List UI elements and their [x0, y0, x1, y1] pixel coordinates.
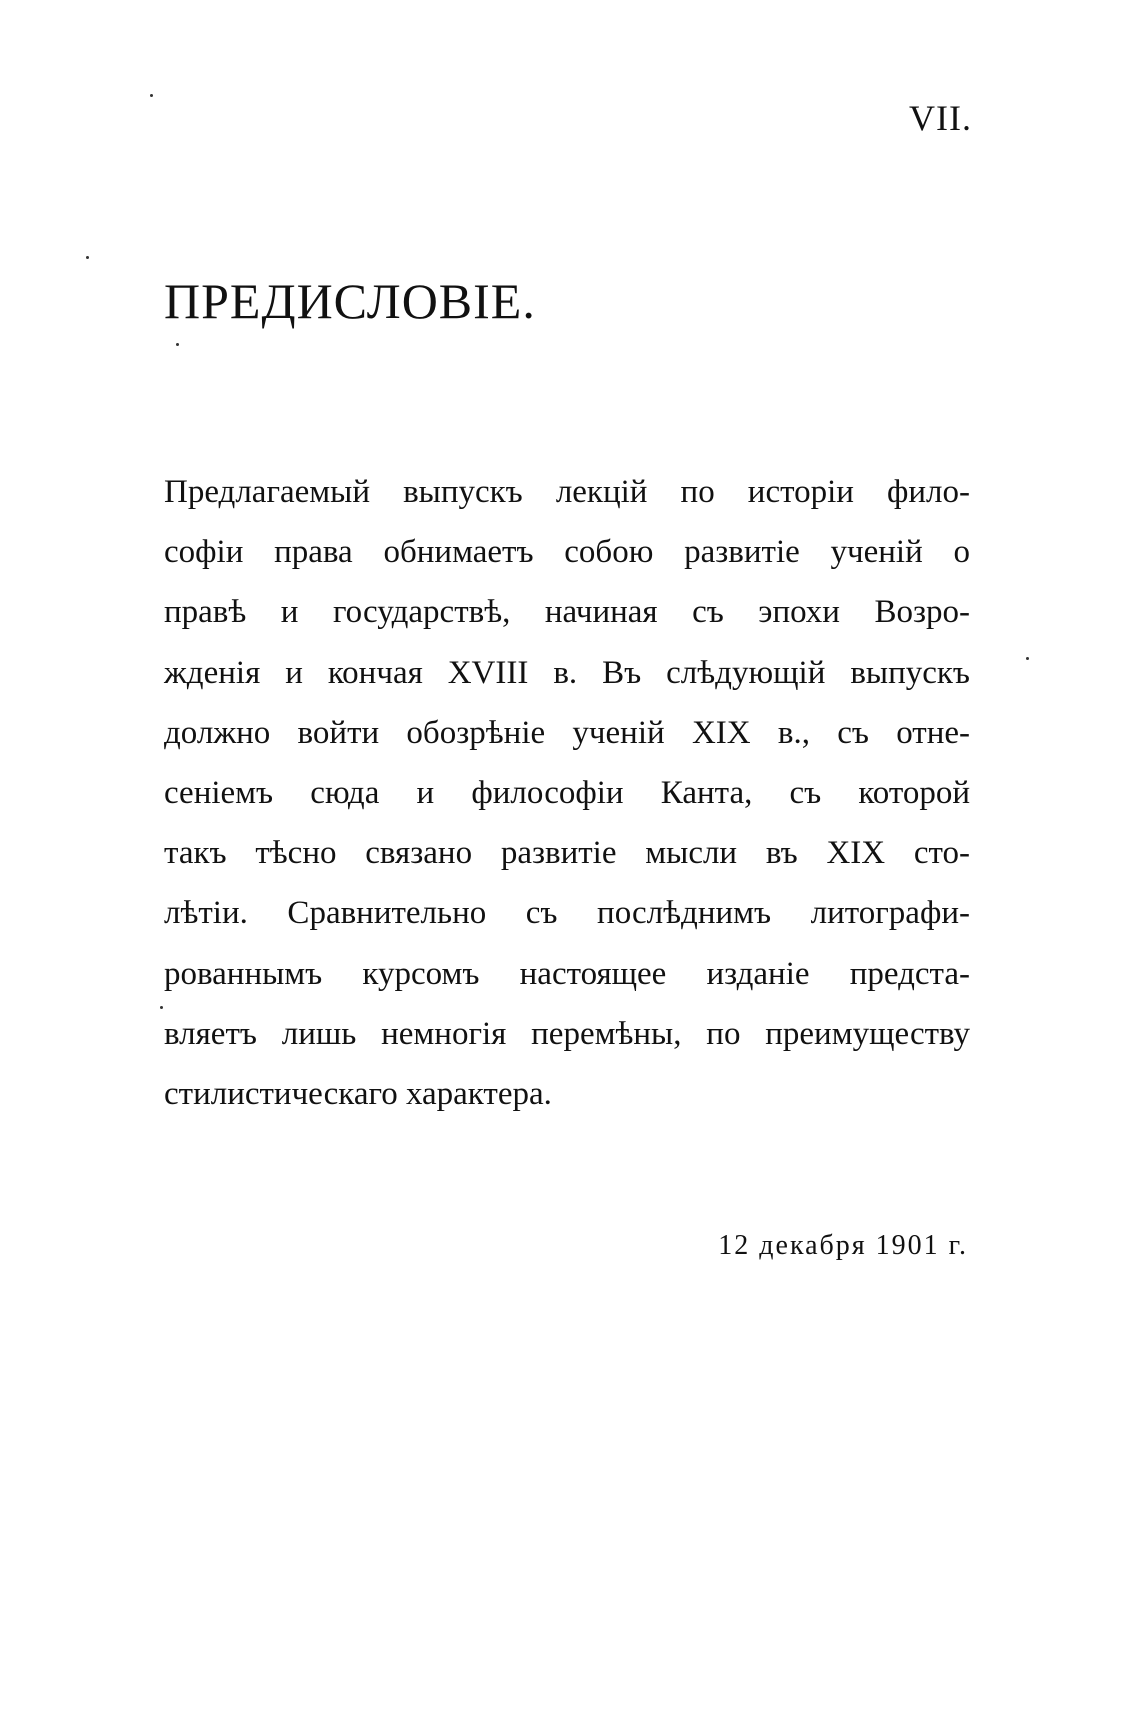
page-number: VII.: [909, 98, 972, 138]
page-title: ПРЕДИСЛОВIЕ.: [164, 273, 536, 329]
paragraph-line: жденiя и кончая XVIII в. Въ слѣдующiй выпускъ: [164, 654, 970, 691]
paragraph-line: лѣтiи. Сравнительно съ послѣднимъ литографи-: [164, 895, 970, 932]
paragraph-line: вляетъ лишь немногiя перемѣны, по преимуществу: [164, 1015, 970, 1052]
scan-speck: [176, 343, 179, 346]
paragraph-line: такъ тѣсно связано развитiе мысли въ XIX сто-: [164, 835, 970, 872]
paragraph-line: рованнымъ курсомъ настоящее изданiе предста-: [164, 955, 970, 992]
scan-speck: [1026, 657, 1029, 660]
date-line: 12 декабря 1901 г.: [718, 1230, 968, 1261]
paragraph-line: правѣ и государствѣ, начиная съ эпохи Возро-: [164, 594, 970, 631]
scan-speck: [160, 1006, 163, 1009]
scan-speck: [86, 256, 89, 259]
paragraph-line: Предлагаемый выпускъ лекцiй по исторiи фило-: [164, 474, 970, 510]
preface-paragraph: [164, 462, 970, 1124]
paragraph-line: сенiемъ сюда и философiи Канта, съ которой: [164, 774, 970, 811]
scan-speck: [150, 94, 153, 97]
paragraph-line: софiи права обнимаетъ собою развитiе ученiй о: [164, 534, 970, 571]
paragraph-line: должно войти обозрѣнiе ученiй XIX в., съ отне-: [164, 714, 970, 751]
paragraph-line: стилистическаго характера.: [164, 1075, 552, 1112]
